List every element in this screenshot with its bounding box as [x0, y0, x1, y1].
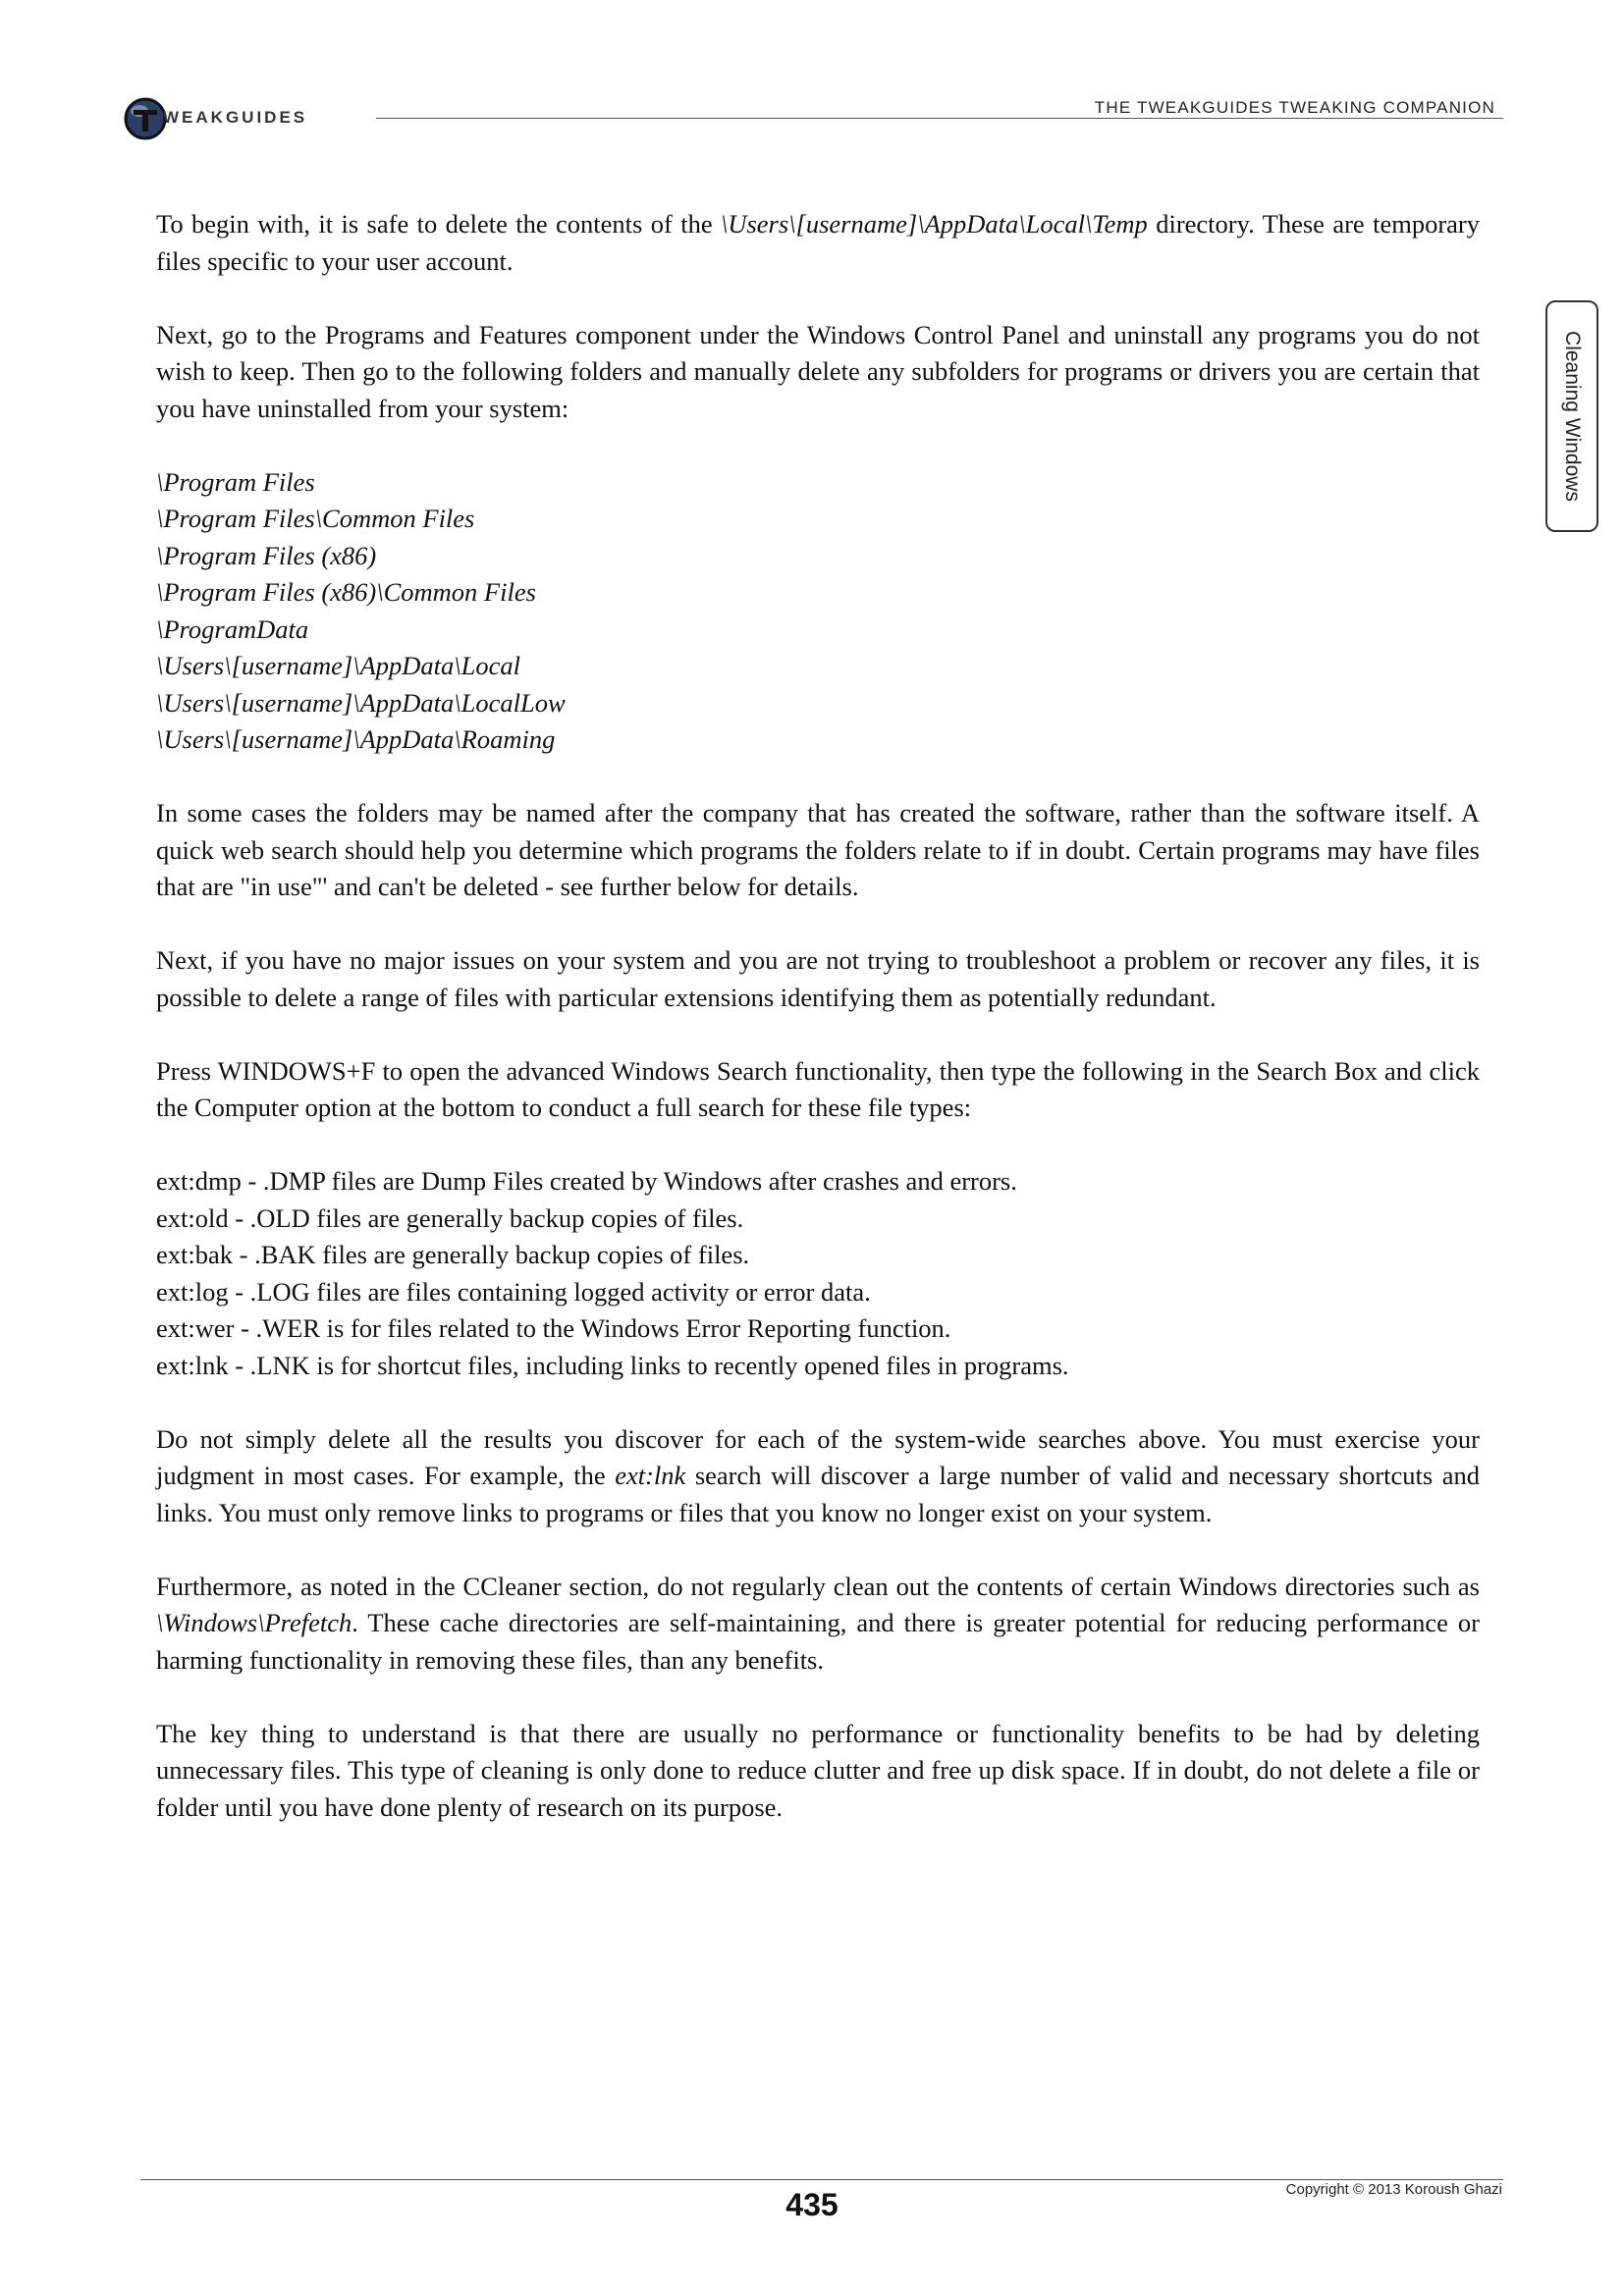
- paragraph-text: directory. These are temporary files specific to your user account.: [156, 209, 1480, 276]
- extension-list: [156, 1163, 1480, 1384]
- paragraph-folder-names: In some cases the folders may be named after the company that has created the software, rather than the software itself. A quick web search should help you determine which programs the folders relate to if in doubt. Certain programs may have files that are "in use"' and can't be deleted - see further below for details.: [156, 798, 1480, 901]
- folder-item: \ProgramData: [156, 614, 309, 644]
- header-divider: [376, 118, 1503, 119]
- paragraph-text: . These cache directories are self-maintaining, and there is greater potential for reducing performance or harming functionality in removing these files, than any benefits.: [156, 1608, 1480, 1675]
- prefetch-path: \Windows\Prefetch: [156, 1608, 352, 1637]
- extension-item: ext:old - .OLD files are generally backup copies of files.: [156, 1202, 744, 1233]
- footer-divider: [140, 2179, 1503, 2180]
- folder-item: \Program Files (x86): [156, 540, 377, 570]
- folder-item: \Users\[username]\AppData\Roaming: [156, 724, 556, 754]
- extension-item: ext:lnk - .LNK is for shortcut files, including links to recently opened files in programs.: [156, 1350, 1069, 1380]
- chapter-side-tab-label: Cleaning Windows: [1561, 331, 1584, 502]
- page-number: 435: [785, 2187, 839, 2222]
- paragraph-temp-folder: [156, 206, 1480, 280]
- extension-item: ext:dmp - .DMP files are Dump Files created by Windows after crashes and errors.: [156, 1166, 1017, 1196]
- chapter-side-tab: [1545, 300, 1598, 532]
- paragraph-windows-search: Press WINDOWS+F to open the advanced Windows Search functionality, then type the following in the Search Box and click the Computer option at the bottom to conduct a full search for these file types:: [156, 1055, 1480, 1122]
- extension-item: ext:bak - .BAK files are generally backup copies of files.: [156, 1240, 750, 1269]
- extension-item: ext:wer - .WER is for files related to the Windows Error Reporting function.: [156, 1313, 951, 1343]
- paragraph-key-thing: The key thing to understand is that there are usually no performance or functionality benefits to be had by deleting unnecessary files. This type of cleaning is only done to reduce clutter and free up disk space. If in doubt, do not delete a file or folder until you have done plenty of research on its purpose.: [156, 1718, 1480, 1822]
- header-title: THE TWEAKGUIDES TWEAKING COMPANION: [1094, 98, 1495, 117]
- paragraph-text: Furthermore, as noted in the CCleaner section, do not regularly clean out the contents of certain Windows directories such as: [156, 1571, 1480, 1601]
- page-body: [156, 206, 1480, 1863]
- paragraph-redundant-files: Next, if you have no major issues on your system and you are not trying to troubleshoot a problem or recover any files, it is possible to delete a range of files with particular extensions identifying them as potentially redundant.: [156, 945, 1480, 1012]
- extension-item: ext:log - .LOG files are files containing logged activity or error data.: [156, 1276, 871, 1307]
- logo-text: WEAKGUIDES: [163, 108, 308, 127]
- folder-item: \Users\[username]\AppData\Local: [156, 651, 520, 680]
- folder-list: [156, 464, 1480, 759]
- folder-item: \Program Files (x86)\Common Files: [156, 577, 536, 607]
- copyright-notice: Copyright © 2013 Koroush Ghazi: [1285, 2181, 1502, 2198]
- folder-item: \Program Files: [156, 466, 315, 497]
- ext-lnk-term: ext:lnk: [615, 1461, 686, 1490]
- paragraph-uninstall: Next, go to the Programs and Features component under the Windows Control Panel and uninstall any programs you do not wish to keep. Then go to the following folders and manually delete any subfolders for programs or drivers you are certain that you have uninstalled from your system:: [156, 319, 1480, 423]
- temp-path: \Users\[username]\AppData\Local\Temp: [720, 209, 1148, 239]
- folder-item: \Users\[username]\AppData\LocalLow: [156, 687, 566, 718]
- tweakguides-globe-logo-icon: [124, 96, 167, 141]
- paragraph-judgment: [156, 1421, 1480, 1532]
- folder-item: \Program Files\Common Files: [156, 504, 475, 533]
- tweakguides-logo: [124, 96, 359, 141]
- paragraph-text: To begin with, it is safe to delete the contents of the: [156, 209, 721, 239]
- paragraph-prefetch: [156, 1569, 1480, 1680]
- paragraph-text: Do not simply delete all the results you discover for each of the system-wide searches above. You must exercise your judgment in most cases. For example, the: [156, 1423, 1480, 1490]
- paragraph-text: search will discover a large number of valid and necessary shortcuts and links. You must only remove links to programs or files that you know no longer exist on your system.: [156, 1461, 1480, 1527]
